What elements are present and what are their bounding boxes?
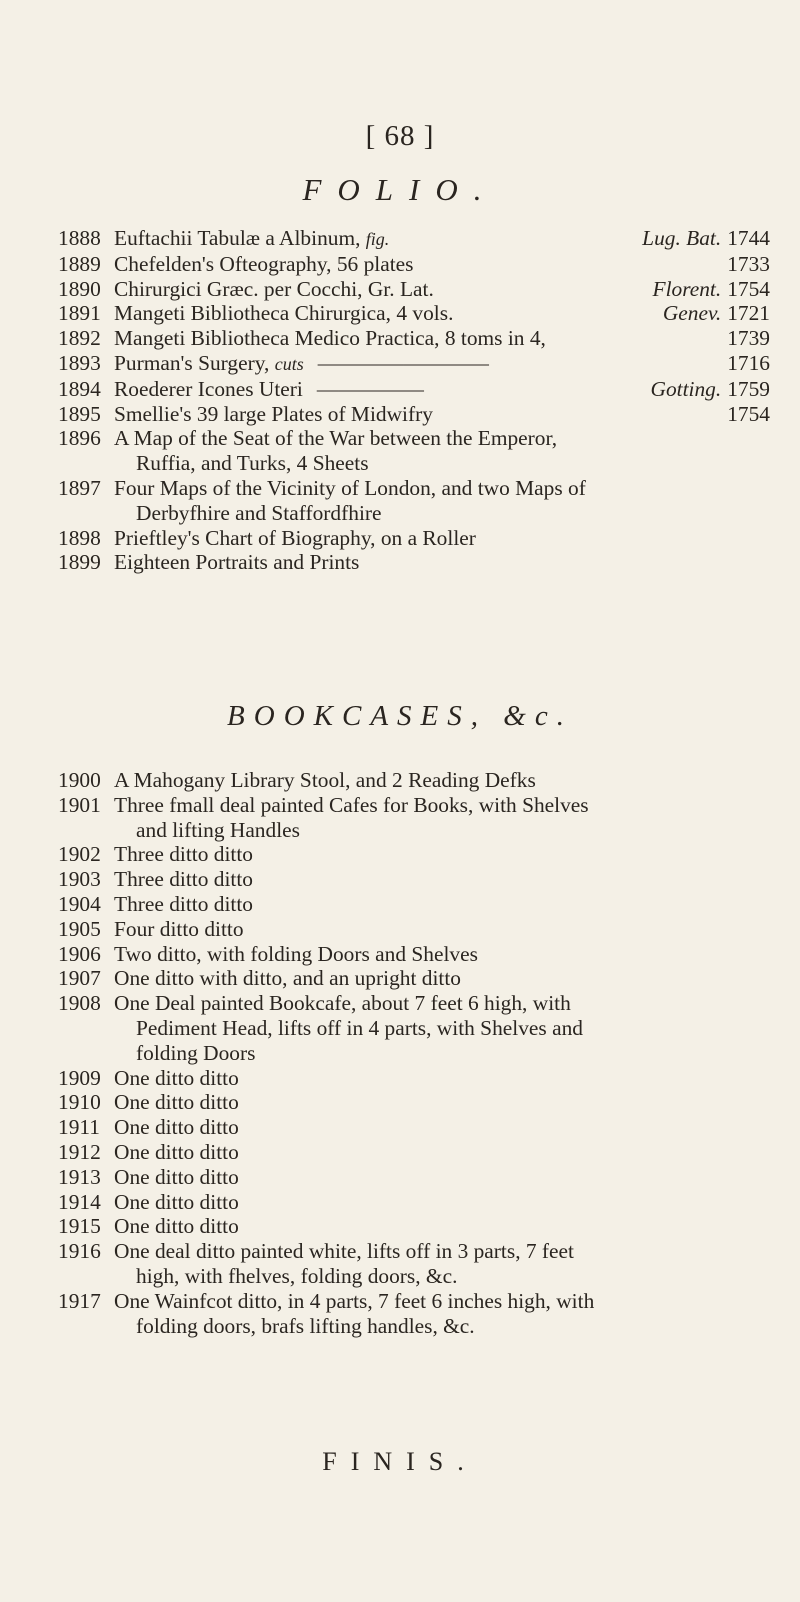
lot-description xyxy=(114,991,770,1065)
lot-title xyxy=(114,326,546,351)
lot-entry xyxy=(58,402,770,427)
lot-line xyxy=(114,277,770,302)
lot-text: Mangeti Bibliotheca Chirurgica, 4 vols. xyxy=(114,301,454,326)
lot-line xyxy=(114,252,770,277)
lot-text: Eighteen Portraits and Prints xyxy=(114,550,360,575)
lot-line xyxy=(114,377,770,402)
lot-description xyxy=(114,326,770,351)
lot-title xyxy=(114,842,253,867)
lot-text: One ditto ditto xyxy=(114,1189,239,1214)
lot-title xyxy=(114,377,424,402)
lot-entry xyxy=(58,1190,770,1215)
lot-description xyxy=(114,526,770,551)
lot-description xyxy=(114,966,770,991)
lot-description xyxy=(114,1090,770,1115)
lot-description xyxy=(114,867,770,892)
imprint xyxy=(727,326,770,351)
lot-text: A Map of the Seat of the War between the Emperor, xyxy=(114,426,558,451)
lot-entry xyxy=(58,1214,770,1239)
lot-title xyxy=(114,1239,574,1264)
lot-line-continued: folding doors, brafs lifting handles, &c. xyxy=(136,1313,475,1338)
lot-number: 1890 xyxy=(58,276,101,301)
lot-title xyxy=(114,966,461,991)
lot-line xyxy=(114,426,770,451)
lot-title xyxy=(114,526,476,551)
lot-number: 1902 xyxy=(58,842,101,867)
lot-title xyxy=(114,768,536,793)
lot-description xyxy=(114,942,770,967)
lot-entry xyxy=(58,301,770,326)
imprint xyxy=(727,402,770,427)
lot-text: One ditto ditto xyxy=(114,1139,239,1164)
lot-entry xyxy=(58,351,770,377)
lot-description xyxy=(114,377,770,402)
lot-description xyxy=(114,768,770,793)
lot-text: Chirurgici Græc. per Cocchi, Gr. Lat. xyxy=(114,276,434,301)
lot-entry xyxy=(58,1090,770,1115)
imprint xyxy=(642,226,770,252)
lot-number: 1909 xyxy=(58,1065,101,1090)
lot-text: One ditto ditto xyxy=(114,1065,239,1090)
lot-line xyxy=(114,526,770,551)
lot-number: 1896 xyxy=(58,426,101,451)
lot-line xyxy=(114,842,770,867)
lot-line xyxy=(114,1239,770,1264)
lot-description xyxy=(114,1239,770,1289)
lot-line-continued: Ruffia, and Turks, 4 Sheets xyxy=(136,451,369,476)
lot-description xyxy=(114,277,770,302)
lot-number: 1897 xyxy=(58,475,101,500)
imprint xyxy=(651,377,771,402)
lot-entry xyxy=(58,377,770,402)
lot-description xyxy=(114,402,770,427)
lot-entry xyxy=(58,226,770,252)
finis: FINIS. xyxy=(322,1447,478,1476)
folio-section xyxy=(58,226,770,575)
bookcases-section xyxy=(58,768,770,1338)
lot-text: Two ditto, with folding Doors and Shelves xyxy=(114,941,478,966)
lot-number: 1912 xyxy=(58,1139,101,1164)
lot-line xyxy=(114,991,770,1016)
lot-number: 1900 xyxy=(58,768,101,792)
lot-title xyxy=(114,1066,239,1091)
lot-description xyxy=(114,1066,770,1091)
lot-entry xyxy=(58,1115,770,1140)
page-number: [ 68 ] xyxy=(365,120,435,152)
lot-title xyxy=(114,252,413,277)
lot-entry xyxy=(58,793,770,843)
lot-text: Mangeti Bibliotheca Medico Practica, 8 toms in 4, xyxy=(114,326,546,351)
lot-description xyxy=(114,793,770,843)
lot-line xyxy=(114,402,770,427)
lot-entry xyxy=(58,1239,770,1289)
lot-number: 1911 xyxy=(58,1115,100,1140)
lot-entry xyxy=(58,1289,770,1339)
running-head: FOLIO. xyxy=(302,172,498,207)
lot-line-continued: folding Doors xyxy=(136,1040,256,1065)
lot-number: 1908 xyxy=(58,991,101,1016)
lot-line xyxy=(114,326,770,351)
lot-title xyxy=(114,550,359,575)
lot-text: Three ditto ditto xyxy=(114,842,254,867)
lot-entry xyxy=(58,942,770,967)
lot-text: One deal ditto painted white, lifts off in 3 parts, 7 feet xyxy=(114,1239,574,1264)
lot-title xyxy=(114,1165,239,1190)
lot-number: 1901 xyxy=(58,792,101,817)
lot-description xyxy=(114,917,770,942)
lot-title xyxy=(114,892,253,917)
lot-description xyxy=(114,426,770,476)
imprint-year: 1721 xyxy=(727,301,770,326)
lot-description xyxy=(114,476,770,526)
lot-line xyxy=(114,1165,770,1190)
lot-entry xyxy=(58,426,770,476)
lot-line xyxy=(114,867,770,892)
lot-number: 1899 xyxy=(58,550,101,575)
lot-title xyxy=(114,402,433,427)
lot-text: Three ditto ditto xyxy=(114,891,254,916)
imprint xyxy=(727,252,770,277)
lot-number: 1906 xyxy=(58,941,101,966)
lot-title xyxy=(114,1214,239,1239)
lot-title xyxy=(114,277,434,302)
lot-description xyxy=(114,842,770,867)
lot-entry xyxy=(58,867,770,892)
lot-number: 1892 xyxy=(58,326,101,351)
lot-number: 1907 xyxy=(58,966,101,991)
lot-text: Prieftley's Chart of Biography, on a Roller xyxy=(114,525,476,550)
lot-title xyxy=(114,351,489,377)
lot-text: One ditto ditto xyxy=(114,1090,239,1115)
lot-title xyxy=(114,1115,239,1140)
lot-text: Purman's Surgery, xyxy=(114,350,275,375)
lot-number: 1904 xyxy=(58,891,101,916)
imprint-place: Genev. xyxy=(662,301,722,326)
lot-entry xyxy=(58,966,770,991)
lot-title xyxy=(114,1289,594,1314)
lot-line xyxy=(114,476,770,501)
lot-number: 1898 xyxy=(58,525,101,550)
lot-line xyxy=(114,966,770,991)
lot-line xyxy=(114,1214,770,1239)
lot-line xyxy=(114,768,770,793)
lot-line xyxy=(114,301,770,326)
lot-line xyxy=(114,892,770,917)
lot-number: 1916 xyxy=(58,1239,101,1264)
lot-description xyxy=(114,1289,770,1339)
lot-number: 1910 xyxy=(58,1090,101,1115)
lot-number: 1891 xyxy=(58,301,101,326)
lot-title xyxy=(114,917,244,942)
lot-line xyxy=(114,1090,770,1115)
lot-title xyxy=(114,1140,239,1165)
leader-dash: ————— xyxy=(316,376,424,401)
lot-line-continued: Derbyfhire and Staffordfhire xyxy=(136,500,382,525)
lot-number: 1893 xyxy=(58,350,101,375)
lot-number: 1913 xyxy=(58,1164,101,1189)
lot-number: 1914 xyxy=(58,1189,101,1214)
lot-line xyxy=(114,1140,770,1165)
lot-text: Roederer Icones Uteri xyxy=(114,376,303,401)
lot-title xyxy=(114,942,478,967)
lot-description xyxy=(114,1115,770,1140)
lot-line-continued: high, with fhelves, folding doors, &c. xyxy=(136,1263,458,1288)
lot-line xyxy=(114,226,770,252)
imprint-place: Florent. xyxy=(652,276,722,301)
lot-text: One ditto ditto xyxy=(114,1214,239,1239)
lot-number: 1895 xyxy=(58,401,101,426)
imprint-year: 1759 xyxy=(727,376,770,401)
lot-text: Three ditto ditto xyxy=(114,867,254,892)
lot-entry xyxy=(58,991,770,1065)
lot-description xyxy=(114,301,770,326)
lot-line xyxy=(114,1115,770,1140)
lot-text: Four ditto ditto xyxy=(114,916,244,941)
lot-number: 1905 xyxy=(58,916,101,941)
lot-text: Euftachii Tabulæ a Albinum, xyxy=(114,226,366,250)
lot-description xyxy=(114,1214,770,1239)
lot-entry xyxy=(58,526,770,551)
imprint-year: 1754 xyxy=(727,401,770,426)
lot-entry xyxy=(58,550,770,575)
lot-line xyxy=(114,1066,770,1091)
lot-text: Four Maps of the Vicinity of London, and two Maps of xyxy=(114,475,586,500)
lot-note: cuts xyxy=(274,353,304,374)
lot-line xyxy=(114,1289,770,1314)
lot-text: One ditto ditto xyxy=(114,1164,239,1189)
imprint-year: 1744 xyxy=(727,226,770,250)
lot-number: 1917 xyxy=(58,1288,101,1313)
lot-description xyxy=(114,351,770,377)
lot-entry xyxy=(58,1165,770,1190)
lot-description xyxy=(114,1140,770,1165)
lot-entry xyxy=(58,917,770,942)
section-heading: BOOKCASES, &c. xyxy=(227,700,573,732)
lot-text: Three fmall deal painted Cafes for Books, with Shelves xyxy=(114,792,589,817)
lot-title xyxy=(114,476,586,501)
leader-dash: ———————— xyxy=(317,350,489,375)
imprint-place: Lug. Bat. xyxy=(642,226,722,250)
imprint-place: Gotting. xyxy=(650,376,722,401)
imprint xyxy=(663,301,770,326)
lot-entry xyxy=(58,842,770,867)
lot-text: One Wainfcot ditto, in 4 parts, 7 feet 6 inches high, with xyxy=(114,1288,595,1313)
imprint xyxy=(653,277,771,302)
lot-number: 1888 xyxy=(58,226,101,250)
lot-title xyxy=(114,991,571,1016)
lot-title xyxy=(114,426,557,451)
imprint-year: 1716 xyxy=(727,350,770,375)
lot-description xyxy=(114,892,770,917)
lot-line xyxy=(114,1190,770,1215)
lot-description xyxy=(114,1190,770,1215)
lot-title xyxy=(114,867,253,892)
lot-line-continued: Pediment Head, lifts off in 4 parts, with Shelves and xyxy=(136,1015,583,1040)
lot-title xyxy=(114,226,389,252)
lot-title xyxy=(114,793,589,818)
lot-title xyxy=(114,1190,239,1215)
lot-number: 1903 xyxy=(58,867,101,892)
lot-text: One ditto ditto xyxy=(114,1115,239,1140)
lot-line xyxy=(114,942,770,967)
imprint-year: 1754 xyxy=(727,276,770,301)
lot-description xyxy=(114,550,770,575)
lot-title xyxy=(114,1090,239,1115)
lot-line xyxy=(114,793,770,818)
lot-description xyxy=(114,252,770,277)
lot-entry xyxy=(58,768,770,793)
lot-number: 1889 xyxy=(58,251,101,276)
lot-text: One Deal painted Bookcafe, about 7 feet 6 high, with xyxy=(114,991,571,1016)
lot-entry xyxy=(58,1066,770,1091)
lot-number: 1915 xyxy=(58,1214,101,1239)
lot-line xyxy=(114,917,770,942)
lot-number: 1894 xyxy=(58,376,101,401)
lot-entry xyxy=(58,892,770,917)
imprint-year: 1733 xyxy=(727,251,770,276)
lot-line xyxy=(114,351,770,377)
lot-entry xyxy=(58,277,770,302)
lot-line xyxy=(114,550,770,575)
lot-entry xyxy=(58,326,770,351)
lot-entry xyxy=(58,1140,770,1165)
lot-text: Chefelden's Ofteography, 56 plates xyxy=(114,251,414,276)
lot-text: Smellie's 39 large Plates of Midwifry xyxy=(114,401,433,426)
lot-text: A Mahogany Library Stool, and 2 Reading Defks xyxy=(114,768,536,792)
imprint-year: 1739 xyxy=(727,326,770,351)
lot-line-continued: and lifting Handles xyxy=(136,817,300,842)
lot-text: One ditto with ditto, and an upright ditto xyxy=(114,966,461,991)
lot-title xyxy=(114,301,453,326)
lot-entry xyxy=(58,252,770,277)
lot-note: fig. xyxy=(365,229,390,249)
lot-description xyxy=(114,1165,770,1190)
lot-entry xyxy=(58,476,770,526)
lot-description xyxy=(114,226,770,252)
imprint xyxy=(727,351,770,377)
